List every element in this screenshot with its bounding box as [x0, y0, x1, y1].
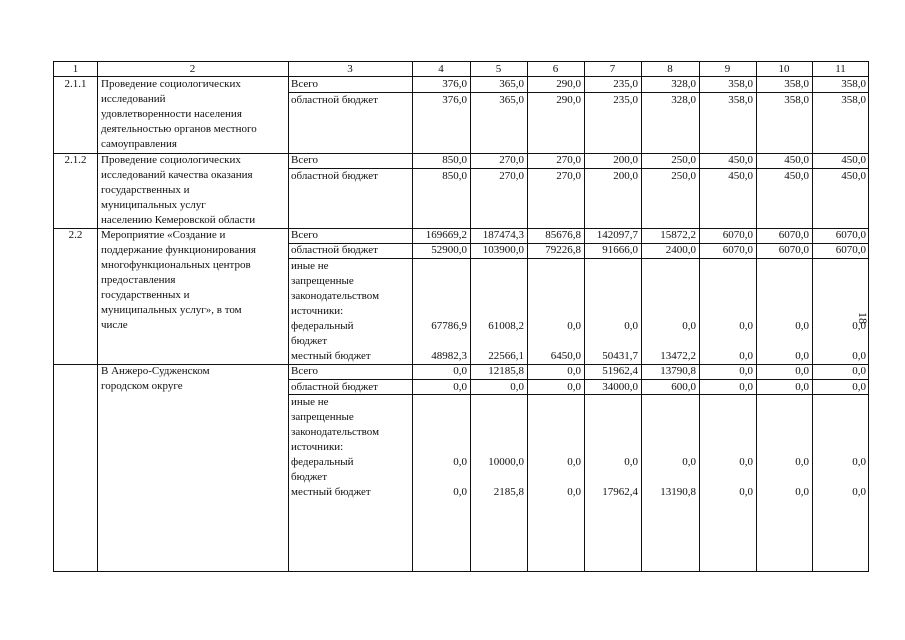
source-label: Всего: [291, 154, 318, 166]
value-cell: 0,0: [795, 381, 809, 393]
column-header-4: 4: [438, 63, 444, 75]
source-label: бюджет: [291, 335, 327, 347]
value-cell: 0,0: [567, 365, 581, 377]
source-label: местный бюджет: [291, 486, 371, 498]
page-number: 18: [856, 312, 870, 324]
value-cell: 6070,0: [778, 229, 809, 241]
value-cell: 450,0: [841, 170, 866, 182]
local-value-cell: 6450,0: [550, 350, 581, 362]
local-value-cell: 0,0: [852, 486, 866, 498]
federal-value-cell: 0,0: [567, 456, 581, 468]
value-cell: 450,0: [784, 170, 809, 182]
value-cell: 358,0: [841, 78, 866, 90]
value-cell: 250,0: [671, 154, 696, 166]
row-title-line: самоуправления: [101, 138, 177, 150]
value-cell: 0,0: [453, 365, 467, 377]
value-cell: 600,0: [671, 381, 696, 393]
source-label: запрещенные: [291, 275, 354, 287]
value-cell: 358,0: [784, 94, 809, 106]
column-divider: [288, 62, 289, 571]
value-cell: 0,0: [739, 381, 753, 393]
local-value-cell: 0,0: [739, 350, 753, 362]
column-header-5: 5: [495, 63, 502, 75]
federal-value-cell: 0,0: [852, 320, 866, 332]
value-cell: 290,0: [556, 78, 581, 90]
local-value-cell: 2185,8: [493, 486, 524, 498]
local-value-cell: 13472,2: [660, 350, 696, 362]
row-number: 2.1.1: [64, 78, 87, 90]
value-cell: 85676,8: [545, 229, 581, 241]
federal-value-cell: 0,0: [739, 320, 753, 332]
value-cell: 450,0: [728, 154, 753, 166]
local-value-cell: 0,0: [739, 486, 753, 498]
federal-value-cell: 0,0: [624, 456, 638, 468]
federal-value-cell: 0,0: [795, 456, 809, 468]
value-cell: 328,0: [671, 78, 696, 90]
local-value-cell: 0,0: [567, 486, 581, 498]
row-number: 2.1.2: [64, 154, 87, 166]
value-cell: 235,0: [613, 78, 638, 90]
value-cell: 358,0: [841, 94, 866, 106]
row-title-line: Мероприятие «Создание и: [101, 229, 226, 241]
row-title-line: муниципальных услуг: [101, 199, 206, 211]
local-value-cell: 0,0: [795, 350, 809, 362]
value-cell: 0,0: [567, 381, 581, 393]
value-cell: 376,0: [442, 94, 467, 106]
row-title-line: В Анжеро-Судженском: [101, 365, 210, 377]
source-label: Всего: [291, 229, 318, 241]
value-cell: 358,0: [784, 78, 809, 90]
federal-value-cell: 0,0: [739, 456, 753, 468]
row-number: 2.2: [68, 229, 83, 241]
column-header-11: 11: [835, 63, 846, 75]
source-label: областной бюджет: [291, 381, 378, 393]
local-value-cell: 17962,4: [602, 486, 638, 498]
value-cell: 358,0: [728, 78, 753, 90]
column-header-2: 2: [189, 63, 196, 75]
source-label: областной бюджет: [291, 244, 378, 256]
value-cell: 52900,0: [431, 244, 467, 256]
row-title-line: удовлетворенности населения: [101, 108, 242, 120]
row-title-line: государственных и: [101, 184, 190, 196]
value-cell: 450,0: [841, 154, 866, 166]
value-cell: 103900,0: [482, 244, 524, 256]
source-label: законодательством: [291, 426, 380, 438]
source-label: Всего: [291, 365, 318, 377]
source-label: Всего: [291, 78, 318, 90]
column-header-10: 10: [778, 63, 790, 75]
source-label: запрещенные: [291, 411, 354, 423]
local-value-cell: 0,0: [852, 350, 866, 362]
source-label: областной бюджет: [291, 94, 378, 106]
row-divider: [288, 258, 869, 259]
value-cell: 6070,0: [835, 244, 866, 256]
value-cell: 2400,0: [665, 244, 696, 256]
local-value-cell: 48982,3: [431, 350, 467, 362]
column-header-7: 7: [609, 63, 616, 75]
federal-value-cell: 0,0: [795, 320, 809, 332]
federal-value-cell: 0,0: [682, 456, 696, 468]
row-title-line: предоставления: [101, 274, 176, 286]
source-label: иные не: [291, 260, 329, 272]
federal-value-cell: 67786,9: [431, 320, 467, 332]
local-value-cell: 0,0: [453, 486, 467, 498]
value-cell: 51962,4: [602, 365, 638, 377]
value-cell: 91666,0: [602, 244, 638, 256]
federal-value-cell: 0,0: [852, 456, 866, 468]
value-cell: 365,0: [499, 94, 524, 106]
column-header-8: 8: [667, 63, 673, 75]
row-title-line: исследований качества оказания: [101, 169, 253, 181]
value-cell: 200,0: [613, 154, 638, 166]
source-label: местный бюджет: [291, 350, 371, 362]
local-value-cell: 13190,8: [660, 486, 696, 498]
value-cell: 270,0: [556, 154, 581, 166]
row-title-line: городском округе: [101, 380, 183, 392]
value-cell: 328,0: [671, 94, 696, 106]
value-cell: 270,0: [499, 154, 524, 166]
row-title-line: Проведение социологических: [101, 154, 241, 166]
value-cell: 6070,0: [722, 229, 753, 241]
value-cell: 270,0: [556, 170, 581, 182]
value-cell: 358,0: [728, 94, 753, 106]
value-cell: 79226,8: [545, 244, 581, 256]
local-value-cell: 50431,7: [602, 350, 638, 362]
row-divider: [288, 168, 869, 169]
row-title-line: многофункциональных центров: [101, 259, 251, 271]
row-title-line: деятельностью органов местного: [101, 123, 257, 135]
federal-value-cell: 0,0: [567, 320, 581, 332]
value-cell: 235,0: [613, 94, 638, 106]
value-cell: 0,0: [795, 365, 809, 377]
source-label: федеральный: [291, 456, 354, 468]
row-title-line: исследований: [101, 93, 166, 105]
source-label: законодательством: [291, 290, 380, 302]
value-cell: 365,0: [499, 78, 524, 90]
value-cell: 0,0: [852, 381, 866, 393]
column-header-1: 1: [72, 63, 79, 75]
value-cell: 850,0: [442, 170, 467, 182]
column-header-9: 9: [724, 63, 731, 75]
value-cell: 187474,3: [482, 229, 524, 241]
column-divider: [97, 62, 98, 571]
value-cell: 0,0: [739, 365, 753, 377]
value-cell: 6070,0: [722, 244, 753, 256]
value-cell: 142097,7: [596, 229, 638, 241]
row-title-line: муниципальных услуг», в том: [101, 304, 242, 316]
column-header-6: 6: [552, 63, 559, 75]
source-label: источники:: [291, 441, 344, 453]
row-title-line: государственных и: [101, 289, 190, 301]
source-label: федеральный: [291, 320, 354, 332]
budget-table: [53, 61, 869, 572]
row-divider: [288, 379, 869, 380]
value-cell: 250,0: [671, 170, 696, 182]
value-cell: 0,0: [453, 381, 467, 393]
value-cell: 376,0: [442, 78, 467, 90]
row-divider: [288, 394, 869, 395]
federal-value-cell: 61008,2: [488, 320, 524, 332]
value-cell: 6070,0: [835, 229, 866, 241]
row-title-line: числе: [101, 319, 128, 331]
row-divider: [288, 92, 869, 93]
value-cell: 270,0: [499, 170, 524, 182]
source-label: бюджет: [291, 471, 327, 483]
value-cell: 169669,2: [425, 229, 467, 241]
value-cell: 12185,8: [488, 365, 524, 377]
value-cell: 13790,8: [660, 365, 696, 377]
federal-value-cell: 0,0: [453, 456, 467, 468]
row-title-line: Проведение социологических: [101, 78, 241, 90]
source-label: источники:: [291, 305, 344, 317]
value-cell: 0,0: [852, 365, 866, 377]
federal-value-cell: 0,0: [624, 320, 638, 332]
federal-value-cell: 10000,0: [488, 456, 524, 468]
row-divider: [288, 243, 869, 244]
local-value-cell: 22566,1: [488, 350, 524, 362]
value-cell: 450,0: [784, 154, 809, 166]
row-title-line: населению Кемеровской области: [101, 214, 256, 226]
value-cell: 15872,2: [660, 229, 696, 241]
source-label: иные не: [291, 396, 329, 408]
value-cell: 850,0: [442, 154, 467, 166]
column-header-3: 3: [347, 63, 353, 75]
value-cell: 200,0: [613, 170, 638, 182]
value-cell: 450,0: [728, 170, 753, 182]
value-cell: 6070,0: [778, 244, 809, 256]
local-value-cell: 0,0: [795, 486, 809, 498]
value-cell: 0,0: [510, 381, 524, 393]
federal-value-cell: 0,0: [682, 320, 696, 332]
source-label: областной бюджет: [291, 170, 378, 182]
value-cell: 34000,0: [602, 381, 638, 393]
value-cell: 290,0: [556, 94, 581, 106]
row-title-line: поддержание функционирования: [101, 244, 256, 256]
